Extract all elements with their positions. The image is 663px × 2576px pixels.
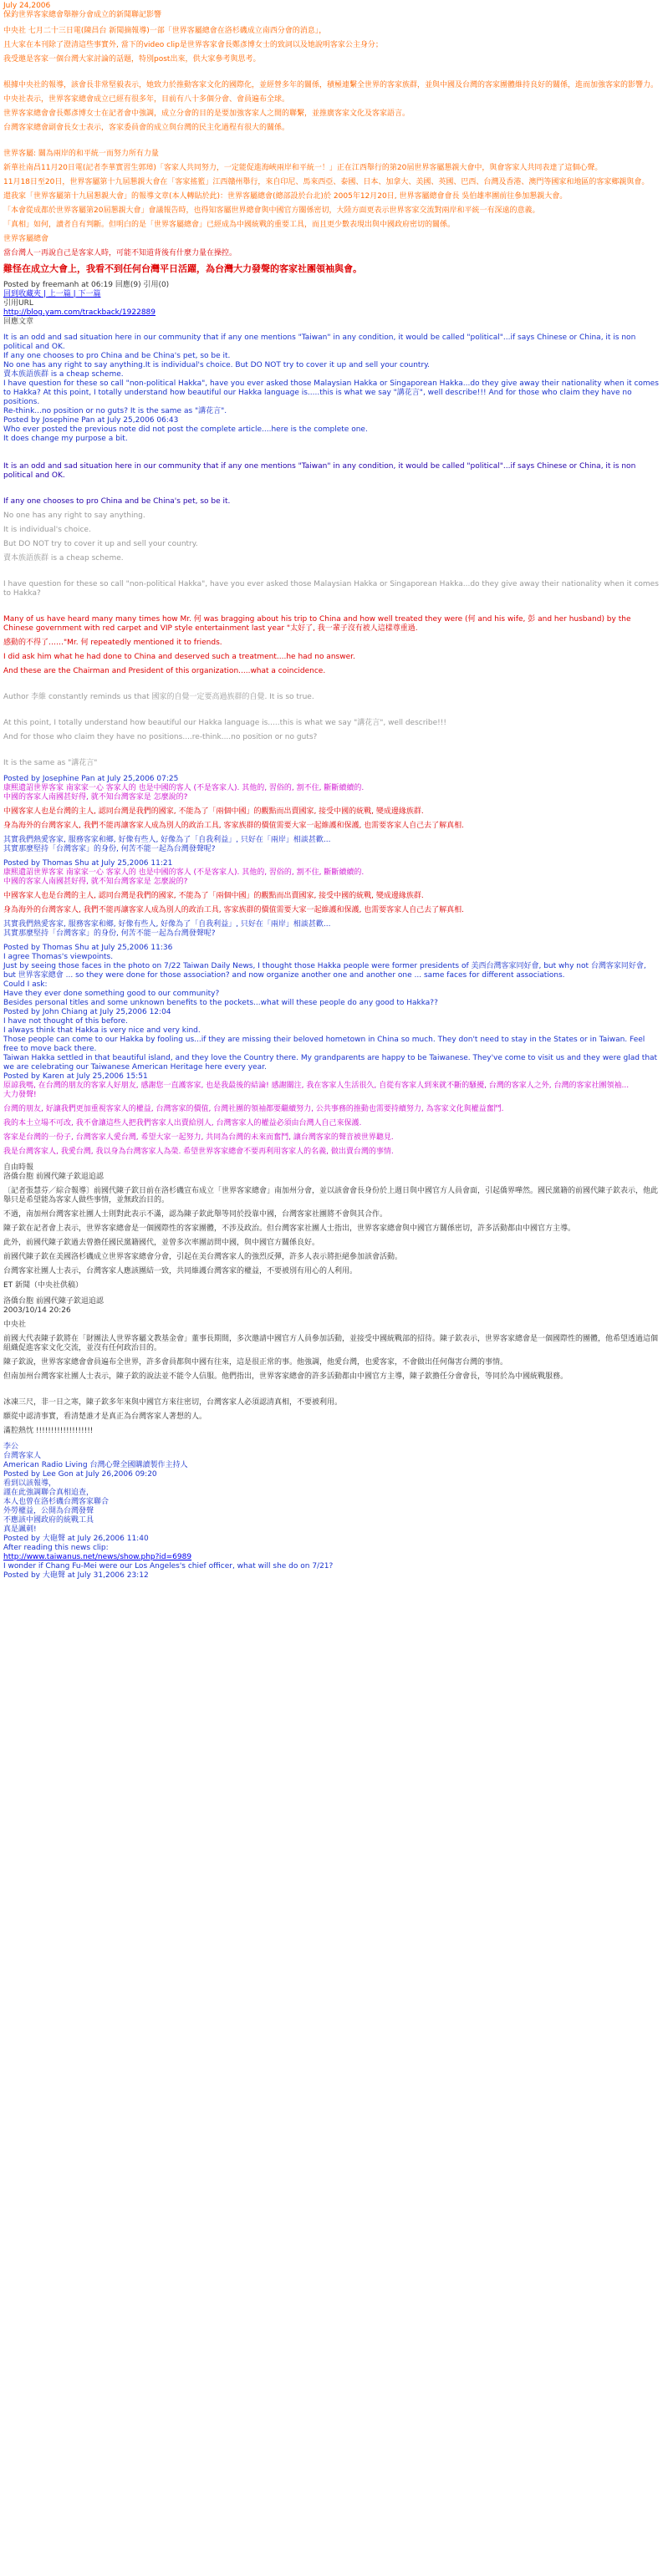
repost-gray-line: At this point, I totally understand how beautiful our Hakka language is.....this is what we say "講花言", well describe!!! xyxy=(3,719,446,727)
repost-gray-line: And for those who claim they have no positions....re-think....no position or no guts? xyxy=(3,733,318,741)
news-paragraph: 陳子欽說，世界客家總會會員遍布全世界，許多會員都與中國有往來，這是很正常的事。他強調，他愛台灣，也愛客家，不會做出任何傷害台灣的事情。 xyxy=(3,1358,508,1367)
comment-line: 我的本土立場不可改, 我不會讓這些人把我們客家人出賣給別人, 台灣客家人的權益必須由台灣人自己來保護. xyxy=(3,1119,362,1128)
closing-line: After reading this news clip: xyxy=(3,1544,109,1552)
closing-line: 台灣客家人 xyxy=(3,1452,42,1460)
comment-line: Have they ever done something good to our community? xyxy=(3,990,220,998)
comment-line: 其實我們熱愛客家, 服務客家和鄉, 好像有些人, 好像為了「自我利益」, 只好在「兩岸」相談甚歡... xyxy=(3,836,331,844)
comment-author: Posted by 大砲聲 at July 26,2006 11:40 xyxy=(3,1535,149,1543)
comment-line: 中國客家人也是台灣的主人, 認同台灣是我們的國家, 不能為了「兩個中國」的觀點而出賣國家, 接受中國的統戰, 變成邊緣族群. xyxy=(3,892,424,900)
closing-line: 不應該中國政府的統戰工具 xyxy=(3,1516,94,1525)
repost-line: If any one chooses to pro China and be China's pet, so be it. xyxy=(3,497,231,506)
news-paragraph: 前國大代表陳子欽將在「財團法人世界客屬文教基金會」董事長期間，多次邀請中國官方人員參加活動，並接受中國統戰部的招待。陳子欽表示，世界客家總會是一個國際性的團體，他希望透過這個組織促進客家文化交流，並沒有任何政治目的。 xyxy=(3,1335,659,1352)
comment-line: 我是台灣客家人, 我愛台灣, 我以身為台灣客家人為榮. 希望世界客家總會不要再利用客家人的名義, 做出賣台灣的事情. xyxy=(3,1148,394,1156)
news-paragraph: 此外，前國代陳子欽過去曾擔任國民黨籍國代，並曾多次率團訪問中國，與中國官方關係良好。 xyxy=(3,1239,320,1247)
repost-red-line: 感動的不得了……"Mr. 何 repeatedly mentioned it to friends. xyxy=(3,639,222,647)
trackback-url[interactable]: http://blog.yam.com/trackback/1922889 xyxy=(3,308,156,317)
news-article-2 xyxy=(3,1297,660,1436)
repost-line: It is individual's choice. xyxy=(3,526,91,534)
post-paragraph: 新華社南昌11月20日電(記者李華實習生郭璋)「客家人共同努力，一定能促進海峽兩岸和平統一！」正在江西舉行的第20屆世界客屬懇親大會中，與會客家人共同表達了這個心聲。 xyxy=(3,164,603,172)
comment-line: 原諒我嗎, 在台灣的朋友的客家人好朋友, 感謝您一直護客家, 也是我最後的結論! 感謝關注, 我在客家人生活很久, 自從有客家人到來就不斷的騷擾, 台灣的客家人之外, 台灣的客家社團領袖... xyxy=(3,1082,630,1090)
news-paragraph: 願從中認清事實，看清楚誰才是真正為台灣客家人著想的人。 xyxy=(3,1413,207,1421)
news-source: 中央社 xyxy=(3,1321,27,1329)
post-paragraph: 根據中央社的報導，該會長非常堅毅表示，她致力於推動客家文化的國際化，並經營多年的關係，積極連繫全世界的客家族群，並與中國及台灣的客家團體維持良好的關係，進而加強客家的影響力。 xyxy=(3,81,659,89)
closing-line: American Radio Living 台灣心聲全國購讀製作主持人 xyxy=(3,1461,188,1469)
comment-line: 其實那麼堅持「台灣客家」的身份, 何苦不能一起為台灣發聲呢? xyxy=(3,929,216,938)
comment-author: Posted by John Chiang at July 25,2006 12:04 xyxy=(3,1008,171,1016)
warning-text: 當台灣人一再說自己是客家人時，可能不知道背後有什麼力量在操控。 xyxy=(3,249,237,257)
post-paragraph: 中央社表示，世界客家總會成立已經有很多年，目前有八十多個分會、會員遍布全球。 xyxy=(3,95,290,104)
news-source: ET 新聞（中央社供稿） xyxy=(3,1281,84,1290)
repost-gray-line: It is the same as "講花言" xyxy=(3,759,98,767)
news-heading: 自由時報 xyxy=(3,1163,34,1172)
post-paragraph: 台灣客家總會副會長女士表示，客家委員會的成立與台灣的民主化過程有很大的關係。 xyxy=(3,124,290,132)
news-paragraph: 〔記者張慧芬／綜合報導〕前國代陳子欽日前在洛杉磯宣布成立「世界客家總會」南加州分會，並以該會會長身份於上週日與中國官方人員會面，引起僑界嘩然。國民黨籍的前國代陳子欽表示，他此舉只是希望能為客家人做些事情，並無政治目的。 xyxy=(3,1187,659,1204)
comment-english xyxy=(3,333,660,444)
post-body xyxy=(3,27,660,274)
comment-line: 客家是台灣的一份子, 台灣客家人愛台灣, 希望大家一起努力, 共同為台灣的未來而奮鬥, 讓台灣客家的聲音被世界聽見. xyxy=(3,1133,394,1142)
closing-comments xyxy=(3,1443,660,1581)
comment-line: Those people can come to our Hakka by fooling us...if they are missing their beloved hometown in China so much. They don't need to stay in the States or in Taiwan. Feel free to move back there. xyxy=(3,1036,645,1053)
post-meta xyxy=(3,281,660,327)
news-paragraph: 但南加州台灣客家社團人士表示，陳子欽的說法並不能令人信服。他們指出，世界客家總會的許多活動都由中國官方主導，陳子欽擔任分會會長，等同於為中國統戰服務。 xyxy=(3,1372,569,1381)
comment-line: Taiwan Hakka settled in that beautiful island, and they love the Country there. My grandparents are happy to be Taiwanese. They've come to visit us and they were glad that we are celebrating our Taiwanese American Heritage here every year. xyxy=(3,1054,658,1072)
comment-line: 中國的客家人南國甚好得, 就不知台灣客家是 怎麼說的? xyxy=(3,878,188,886)
closing-line: 外勞權益，公開為台灣發聲 xyxy=(3,1507,94,1515)
repost-red-line: Many of us have heard many many times how Mr. 何 was bragging about his trip to China and how well treated they were (何 and his wife, 彭 and her husband) by the Chinese government with red carpet and VIP style entertainment last year "太好了, 我一輩子沒有被人這樣尊重過. xyxy=(3,615,631,633)
repost-line: But DO NOT try to cover it up and sell your country. xyxy=(3,540,198,548)
comment-line: Who ever posted the previous note did not post the complete article....here is the complete one. xyxy=(3,425,368,434)
closing-line: 謹在此強調聯合真相追查， xyxy=(3,1489,94,1497)
comment-author: Posted by Josephine Pan at July 25,2006 06:43 xyxy=(3,416,179,425)
repost-line: 賣本族語族群 is a cheap scheme. xyxy=(3,554,124,563)
news-paragraph: 前國代陳子欽在美國洛杉磯成立世界客家總會分會，引起在美台灣客家人的強烈反彈，許多人表示將拒絕參加該會活動。 xyxy=(3,1253,403,1261)
trackback-label: 引用URL xyxy=(3,299,33,308)
comment-line: 身為海外的台灣客家人, 我們不能再讓客家人成為別人的政治工具, 客家族群的價值需要大家一起維護和保護, 也需要客家人自己去了解真相. xyxy=(3,822,465,830)
comment-line: 大力發聲! xyxy=(3,1091,37,1099)
comment-author: Posted by Thomas Shu at July 25,2006 11:21 xyxy=(3,859,173,868)
comment-line: Besides personal titles and some unknown benefits to the pockets...what will these people do any good to Hakka?? xyxy=(3,999,438,1007)
comment-line: 中國的客家人南國甚好得, 就不知台灣客家是 怎麼說的? xyxy=(3,793,188,802)
comment-line: Re-think...no position or no guts? It is the same as "講花言". xyxy=(3,407,227,415)
comment-line: I always think that Hakka is very nice and very kind. xyxy=(3,1026,201,1035)
news-date: 2003/10/14 20:26 xyxy=(3,1306,71,1315)
closing-line: 李公 xyxy=(3,1443,19,1451)
news-subheading: 洛僑台胞 前國代陳子欽退追認 xyxy=(3,1173,104,1181)
repost-gray-line: Author 李維 constantly reminds us that 國家的自覺一定要高過族群的自覺. It is so true. xyxy=(3,693,314,701)
comment-line: 康熙遺詔世界客家 南家家一心 客家人的 也是中國的客人 (不是客家人). 其他的, 習俗的, 割不住, 斷斷續續的. xyxy=(3,868,365,877)
news-link[interactable]: http://www.taiwanus.net/news/show.php?id=6989 xyxy=(3,1553,192,1561)
post-paragraph: 11月18日至20日，世界客屬第十九屆懇親大會在「客家搖籃」江西贛州舉行，來自印尼、馬來西亞、泰國、日本、加拿大、美國、英國、巴西、台灣及香港、澳門等國家和地區的客家鄉親與會。 xyxy=(3,178,650,186)
comment-line: If any one chooses to pro China and be China's pet, so be it. xyxy=(3,352,231,360)
post-paragraph: 「本會從成都於世界客屬第20屆懇親大會」會議報告時，也得知客屬世界總會與中國官方關係密切，大陸方面更表示世界客家交流對兩岸和平統一有深遠的意義。 xyxy=(3,206,540,215)
news-paragraph: 不過，南加州台灣客家社團人士則對此表示不滿，認為陳子欽此舉等同於投靠中國，台灣客家社團將不會與其合作。 xyxy=(3,1210,388,1219)
post-date: July 24,2006 xyxy=(3,2,51,10)
repost-line: No one has any right to say anything. xyxy=(3,512,145,520)
news-article xyxy=(3,1163,660,1291)
comment-line: No one has any right to say anything.It is individual's choice. But DO NOT try to cover it up and sell your country. xyxy=(3,361,431,369)
comment-line: 其實我們熱愛客家, 服務客家和鄉, 好像有些人, 好像為了「自我利益」, 只好在「兩岸」相談甚歡... xyxy=(3,920,331,929)
news-paragraph: 滿腔熱忱 !!!!!!!!!!!!!!!!!!! xyxy=(3,1427,94,1435)
post-paragraph: 我受邀是客家一個台灣大家討論的話題，特別post出來，供大家參考與思考。 xyxy=(3,55,261,64)
post-paragraph: 世界客家總會會長鄭彥博女士在記者會中強調，成立分會的目的是要加強客家人之間的聯繫，並推廣客家文化及客家語言。 xyxy=(3,109,411,118)
closing-line: 真是諷刺! xyxy=(3,1525,37,1534)
post-paragraph: 世界客屬: 關為兩岸的和平統一而努力所有力量 xyxy=(3,150,159,158)
posted-by: Posted by freemanh at 06:19 回應(9) 引用(0) xyxy=(3,281,170,289)
post-paragraph: 中央社 七月二十三日電(陳昌台 新聞摘報導)一部「世界客屬總會在洛杉磯成立南西分會的消息」， xyxy=(3,27,327,35)
comment-author: Posted by Lee Gon at July 26,2006 09:20 xyxy=(3,1470,157,1479)
comment-author: Posted by 大砲聲 at July 31,2006 23:12 xyxy=(3,1571,149,1580)
comment-line: 中國客家人也是台灣的主人, 認同台灣是我們的國家, 不能為了「兩個中國」的觀點而出賣國家, 接受中國的統戰, 變成邊緣族群. xyxy=(3,807,424,816)
repost-red-line: I did ask him what he had done to China and deserved such a treatment....he had no answer. xyxy=(3,653,355,661)
news-heading: 洛僑台胞 前國代陳子欽退追認 xyxy=(3,1297,104,1306)
post-paragraph: 世界客屬總會 xyxy=(3,235,49,243)
comment-line: 台灣的朋友, 好讓我們更加重視客家人的權益, 台灣客家的價值, 台灣社團的領袖都要繼續努力, 公共事務的推動也需要持續努力, 為客家文化與權益奮鬥. xyxy=(3,1105,504,1113)
comment-line: 康熙遺詔世界客家 南家家一心 客家人的 也是中國的客人 (不是客家人). 其他的, 習俗的, 割不住, 斷斷續續的. xyxy=(3,784,365,792)
comment-author: Posted by Josephine Pan at July 25,2006 07:25 xyxy=(3,775,179,783)
comment-line: Just by seeing those faces in the photo on 7/22 Taiwan Daily News, I thought those Hakka people were former presidents of 美西台灣客家同好會, but why not 台灣客家同好會, but 世界客家總會 ... so they were done for those association? and now organize another one and another one ... same faces for different associations. xyxy=(3,962,646,980)
post-title: 保釣世界客家總會舉辦分會成立的新聞聯記影響 xyxy=(3,11,162,19)
comments-heading: 回應文章 xyxy=(3,318,34,326)
post-nav-links[interactable]: 回到收藏夾 | 上一篇 | 下一篇 xyxy=(3,290,101,298)
closing-line: I wonder if Chang Fu-Mei were our Los Angeles's chief officer, what will she do on 7/21? xyxy=(3,1562,334,1571)
comment-line: 賣本族語族群 is a cheap scheme. xyxy=(3,370,124,379)
comment-thread xyxy=(3,775,660,1157)
repost xyxy=(3,462,660,768)
comment-line: I have question for these so call "non-political Hakka", have you ever asked those Malaysian Hakka or Singaporean Hakka...do they give away their nationality when it comes to Hakka? At this point, I totally understand how beautiful our Hakka language is.....this is what we say "講花言", well describe!!! And for those who claim they have no positions. xyxy=(3,379,659,406)
post-header xyxy=(3,2,660,20)
post-paragraph: 還我家「世界客屬第十九屆懇親大會」的報導文章(本人轉貼於此)：世界客屬總會(總部設於台北)於 2005年12月20日, 世界客屬總會會長 吳伯雄率團前往參加懇親大會。 xyxy=(3,192,568,201)
comment-line: I have not thought of this before. xyxy=(3,1017,128,1026)
news-paragraph: 陳子欽在記者會上表示，世界客家總會是一個國際性的客家團體，不涉及政治。但台灣客家社團人士指出，世界客家總會與中國官方關係密切，許多活動都由中國官方主導。 xyxy=(3,1224,576,1233)
comment-line: It is an odd and sad situation here in our community that if any one mentions "Taiwan" in any condition, it would be called "political"...if says Chinese or China, it is non political and OK. xyxy=(3,333,636,351)
closing-line: 本人也曾在洛杉磯台灣客家聯合 xyxy=(3,1498,110,1506)
comment-line: It does change my purpose a bit. xyxy=(3,435,128,443)
comment-line: 其實那麼堅持「台灣客家」的身份, 何苦不能一起為台灣發聲呢? xyxy=(3,845,216,853)
post-paragraph: 且大家在本刊除了澄清這些事實外, 當下的video clip是世界客家會長鄭彥博女士的致詞以及她說明客家公主身分； xyxy=(3,41,383,49)
comment-line: Could I ask: xyxy=(3,980,48,989)
news-paragraph: 台灣客家社團人士表示，台灣客家人應該團結一致，共同維護台灣客家的權益，不要被別有用心的人利用。 xyxy=(3,1267,358,1275)
bold-warning-text: 難怪在成立大會上，我看不到任何台灣平日活躍，為台灣大力發聲的客家社團領袖與會。 xyxy=(3,263,362,274)
news-paragraph: 冰凍三尺，非一日之寒，陳子欽多年來與中國官方來往密切，台灣客家人必須認清真相，不要被利用。 xyxy=(3,1398,343,1407)
repost-question: I have question for these so call "non-political Hakka", have you ever asked those Malaysian Hakka or Singaporean Hakka...do they give away their nationality when it comes to Hakka? xyxy=(3,580,659,598)
comment-author: Posted by Thomas Shu at July 25,2006 11:36 xyxy=(3,944,173,952)
post-paragraph: 「真相」如何，讀者自有判斷。但明白的是「世界客屬總會」已經成為中國統戰的重要工具，而且更少數表現出與中國政府密切的關係。 xyxy=(3,221,456,229)
comment-author: Posted by Karen at July 25,2006 15:51 xyxy=(3,1072,148,1081)
comment-line: 身為海外的台灣客家人, 我們不能再讓客家人成為別人的政治工具, 客家族群的價值需要大家一起維護和保護, 也需要客家人自己去了解真相. xyxy=(3,906,465,914)
comment-line: I agree Thomas's viewpoints. xyxy=(3,953,114,961)
closing-line: 看到以該報導， xyxy=(3,1479,57,1488)
repost-line: It is an odd and sad situation here in our community that if any one mentions "Taiwan" in any condition, it would be called "political"...if says Chinese or China, it is non political and OK. xyxy=(3,462,636,480)
repost-red-line: And these are the Chairman and President of this organization.....what a coincidence. xyxy=(3,667,326,675)
